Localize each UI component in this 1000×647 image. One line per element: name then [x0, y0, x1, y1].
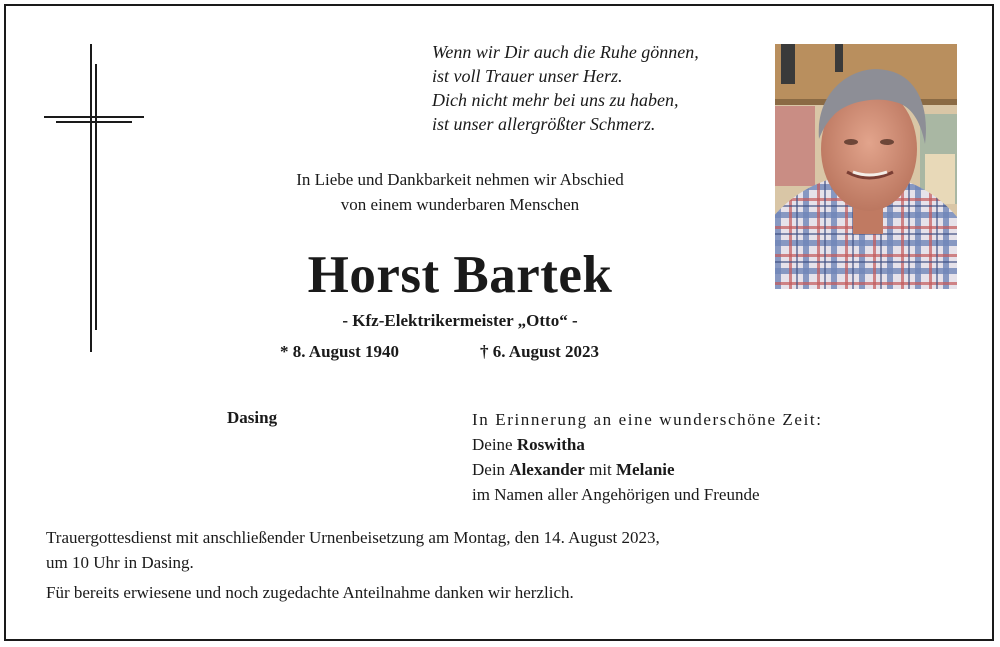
- service-line: um 10 Uhr in Dasing.: [46, 553, 194, 572]
- funeral-service-info: [46, 525, 946, 575]
- mourner-name: Alexander: [509, 460, 585, 479]
- intro-line: von einem wunderbaren Menschen: [340, 195, 580, 214]
- mourners-block: [472, 407, 972, 507]
- poem-line: ist unser allergrößter Schmerz.: [432, 114, 656, 134]
- birth-date: * 8. August 1940: [280, 342, 400, 361]
- poem-line: Wenn wir Dir auch die Ruhe gönnen,: [432, 42, 699, 62]
- death-date: † 6. August 2023: [480, 342, 600, 361]
- remembrance-line: In Erinnerung an eine wunderschöne Zeit:: [472, 410, 823, 429]
- portrait-photo: [775, 44, 957, 289]
- memorial-poem: [432, 40, 762, 136]
- mourner-name: Melanie: [616, 460, 675, 479]
- mourner-line: Deine Roswitha: [472, 435, 585, 454]
- farewell-intro: [210, 167, 710, 217]
- deceased-profession: - Kfz-Elektrikermeister „Otto“ -: [342, 311, 578, 330]
- thanks-note: Für bereits erwiesene und noch zugedachte Anteilnahme danken wir herzlich.: [46, 583, 574, 602]
- mourner-line: Dein Alexander mit Melanie: [472, 460, 675, 479]
- deceased-name: Horst Bartek: [307, 246, 613, 304]
- mourner-line: im Namen aller Angehörigen und Freunde: [472, 485, 760, 504]
- service-line: Trauergottesdienst mit anschließender Urnenbeisetzung am Montag, den 14. August 2023,: [46, 528, 660, 547]
- place-name: Dasing: [227, 408, 278, 427]
- intro-line: In Liebe und Dankbarkeit nehmen wir Abschied: [296, 170, 624, 189]
- poem-line: Dich nicht mehr bei uns zu haben,: [432, 90, 679, 110]
- poem-line: ist voll Trauer unser Herz.: [432, 66, 623, 86]
- mourner-name: Roswitha: [516, 435, 585, 454]
